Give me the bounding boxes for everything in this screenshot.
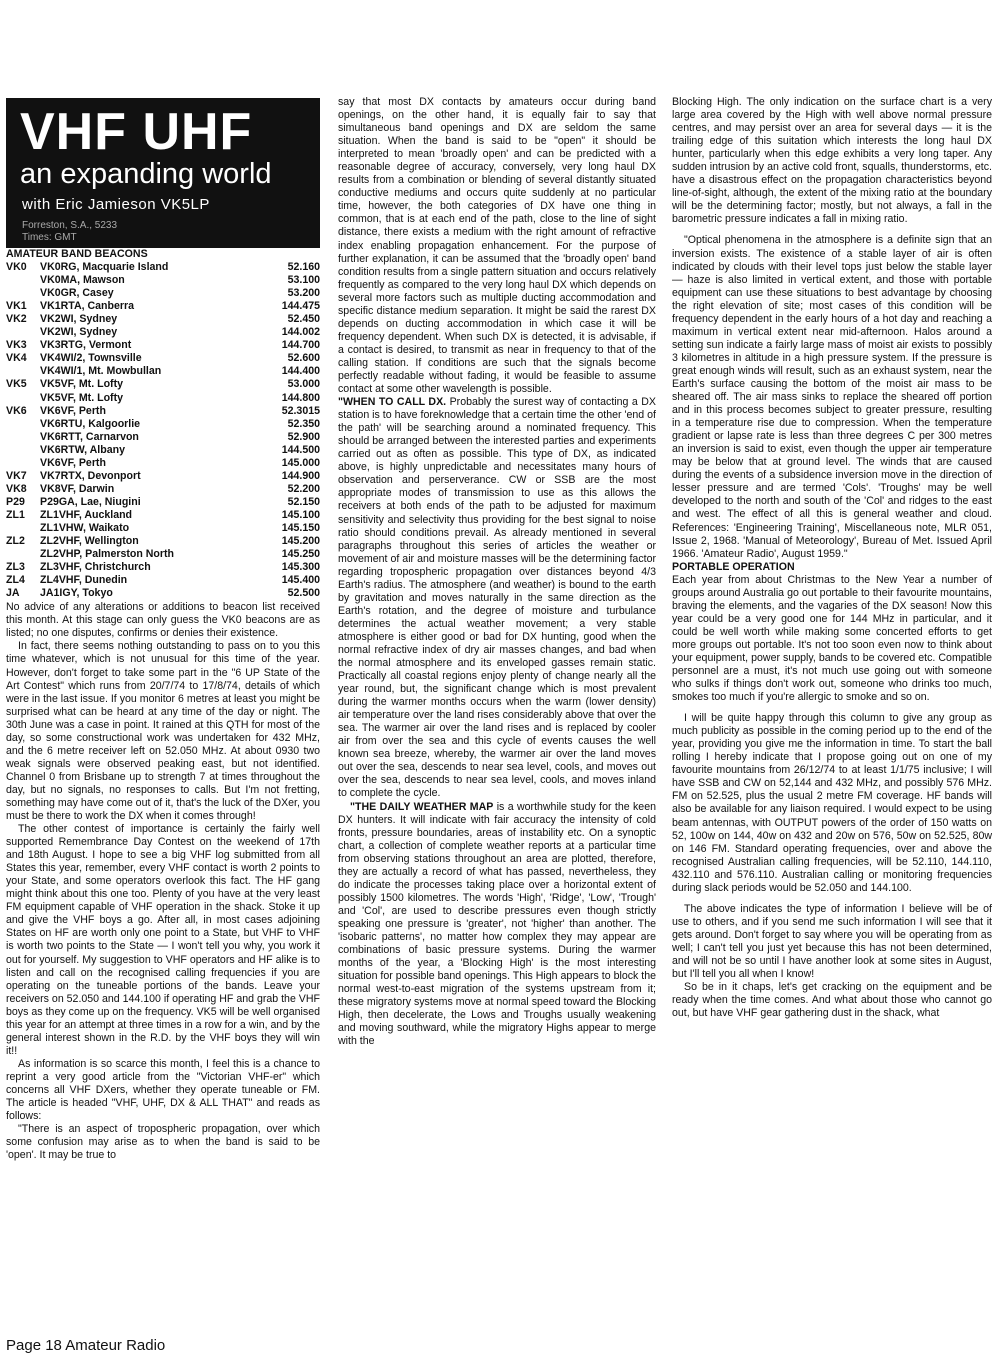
beacon-prefix	[6, 365, 40, 378]
beacon-prefix: ZL2	[6, 535, 25, 548]
paragraph: The other contest of importance is certainly the fairly well supported Remembrance Day Contest on the weekend of 17th and 18th August. I hope to see a big VHF log submitted from all States this year, remember, every VHF contact is worth 2 points to your State, and some operators overlook this fact. The HF gang might think about this one too. Plenty of you have at the very least FM equipment capable of VHF operation in the shack. Stoke it up and give the VHF boys a go. After all, in most cases adjoining States on HF are worth only one point to a State, but VHF to VHF is worth two points to the State — I won't tell you why, you work it out for yourself. My suggestion to VHF operators and HF alike is to listen and call on the recognised calling frequencies if you are operating on the tuneable portions of the bands. Leave your receivers on 52.050 and 144.100 if operating HF and grab the VHF boys as they come up on the frequency. VK5 will be well organised this year for an attempt at three times in a row for a win, and by the general interest shown in the R.D. by the VHF boys they will win it!!	[6, 823, 320, 1057]
beacon-frequency: 144.900	[281, 469, 320, 482]
paragraph: The above indicates the type of information I believe will be of use to others, and if you send me such information I will see that it gets around. Don't forget to say where you will be operating from as well; I can't tell you just yet because this has not been determined, and will not be so until I have another look at some sites in August, but I'll tell you all when I know!	[672, 902, 992, 981]
beacon-row	[6, 470, 320, 483]
beacon-station: ZL3VHF, Christchurch	[40, 561, 151, 574]
beacon-station: VK6RTU, Kalgoorlie	[40, 417, 141, 430]
paragraph: "There is an aspect of tropospheric propagation, over which some confusion may arise as to when the band is said to be 'open'. It may be true to	[6, 1123, 320, 1162]
beacon-row	[6, 261, 320, 274]
beacon-frequency: 52.900	[287, 430, 320, 443]
paragraph: Each year from about Christmas to the New Year a number of groups around Australia go out portable to their favourite mountains, braving the elements, and the vagaries of the DX season! Now this year could be a very good one for 144 MHz in particular, and it could be well worth while making some concerted efforts to get more groups out portable. It's not too soon even now to think about your equipment, power supply, bands to be covered etc. Compatible personnel are a must, it's not much use going out with someone who sulks if things don't work out, someone who drinks too much, smokes too much if you're allergic to smoke and so on.	[672, 573, 992, 704]
beacon-prefix: ZL1	[6, 508, 25, 521]
beacon-prefix: VK8	[6, 482, 27, 495]
beacon-station: VK6VF, Perth	[40, 404, 106, 417]
beacon-prefix	[6, 522, 40, 535]
address-line-1: Forreston, S.A., 5233	[22, 220, 118, 231]
beacon-prefix	[6, 431, 40, 444]
masthead	[6, 98, 320, 248]
beacon-prefix	[6, 274, 40, 287]
section-heading: "THE DAILY WEATHER MAP	[350, 800, 494, 813]
paragraph: As information is so scarce this month, I feel this is a chance to reprint a very good article from the "Victorian VHF-er" which concerns all VHF DXers, whether they operate tuneable or FM. The article is headed "VHF, UHF, DX & ALL THAT" and reads as follows:	[6, 1057, 320, 1123]
beacon-prefix	[6, 418, 40, 431]
section-heading: PORTABLE OPERATION	[672, 560, 795, 573]
beacon-prefix	[6, 548, 40, 561]
beacon-frequency: 52.350	[287, 417, 320, 430]
beacon-prefix: ZL3	[6, 561, 25, 574]
beacon-station: ZL1VHF, Auckland	[40, 508, 133, 521]
column-3	[672, 96, 992, 1020]
beacon-prefix: VK3	[6, 339, 27, 352]
beacon-frequency: 52.150	[287, 495, 320, 508]
masthead-title: VHF UHF	[20, 103, 253, 161]
beacon-frequency: 53.100	[287, 274, 320, 287]
beacon-prefix: VK7	[6, 469, 27, 482]
beacon-frequency: 53.200	[287, 287, 320, 300]
beacon-station: VK3RTG, Vermont	[40, 339, 132, 352]
beacon-prefix: JA	[6, 587, 20, 600]
beacon-row	[6, 574, 320, 587]
beacon-frequency: 52.200	[287, 482, 320, 495]
beacon-frequency: 144.475	[281, 300, 320, 313]
beacon-frequency: 145.400	[281, 574, 320, 587]
beacon-station: VK6RTT, Carnarvon	[40, 430, 139, 443]
beacon-row	[6, 548, 320, 561]
beacon-row	[6, 496, 320, 509]
beacon-station: VK2WI, Sydney	[40, 313, 118, 326]
beacon-station: VK6VF, Perth	[40, 456, 106, 469]
beacon-frequency: 145.300	[281, 561, 320, 574]
beacon-station: VK5VF, Mt. Lofty	[40, 391, 123, 404]
beacon-row	[6, 326, 320, 339]
beacon-station: JA1IGY, Tokyo	[40, 587, 113, 600]
beacon-station: VK0RG, Macquarie Island	[40, 261, 169, 274]
beacon-station: ZL1VHW, Waikato	[40, 521, 130, 534]
beacon-row	[6, 535, 320, 548]
beacon-row	[6, 287, 320, 300]
beacon-row	[6, 483, 320, 496]
beacon-row	[6, 561, 320, 574]
page-footer: Page 18 Amateur Radio	[6, 1337, 166, 1354]
beacons-heading: AMATEUR BAND BEACONS	[6, 248, 148, 260]
beacon-row	[6, 444, 320, 457]
beacon-station: VK2WI, Sydney	[40, 326, 118, 339]
beacon-prefix	[6, 444, 40, 457]
beacon-row	[6, 339, 320, 352]
beacon-frequency: 52.3015	[281, 404, 320, 417]
beacon-frequency: 144.002	[281, 326, 320, 339]
beacon-frequency: 52.160	[287, 261, 320, 274]
column-1	[6, 248, 320, 1162]
address-line-2: Times: GMT	[22, 232, 77, 243]
beacon-row	[6, 365, 320, 378]
beacon-station: ZL2VHF, Wellington	[40, 535, 139, 548]
paragraph: I will be quite happy through this column to give any group as much publicity as possible in the coming period up to the end of the year, providing you give me the information in time. To start the ball rolling I hereby indicate that I propose going out on one of my favourite mountains from 26/12/74 to at least 1/1/75 inclusive; I will have SSB and CW on 52,144 and 432 MHz, and possibly 576 MHz. FM on 52.525, plus the usual 2 metre FM coverage. HF bands will also be available for any liaison required. I would expect to be using beam antennas, with OUTPUT powers of the order of 150 watts on 52, 100w on 144, 40w on 432 and 20w on 576, 50w on 52.525, 80w on 146 FM. Standard operating frequencies, over and above the recognised Australian calling frequencies, will be 52.110, 144.110, 432.110 and 576.110. Australian calling or monitoring frequencies during slack periods would be 52.050 and 144.100.	[672, 712, 992, 894]
beacon-frequency: 145.200	[281, 535, 320, 548]
beacon-station: VK0MA, Mawson	[40, 274, 125, 287]
beacon-row	[6, 300, 320, 313]
beacon-row	[6, 457, 320, 470]
paragraph: is a worthwhile study for the keen DX hunters. It will indicate with fair accuracy the intensity of cold fronts, pressure boundaries, areas of instability etc. On a synoptic chart, a collection of complete weather reports at a particular time from observing stations throughout an area are plotted, therefore, they are actually a record of what has passed, nevertheless, they do indicate the processes taking place over a horizontal extent of possibly 1500 kilometres. The words 'High', 'Ridge', 'Low', 'Trough' and 'Col', are used to describe pressures even though strictly speaking one pressure is 'greater', not 'higher' than another. The 'isobaric patterns', no matter how complex they may appear are combinations of basic pressure systems. During the warmer months of the year, a 'Blocking High' is the most interesting situation for possible band openings. This High appears to block the normal west-to-east migration of the systems upstream from it; these migratory systems move at normal speed toward the Blocking High, then decelerate, the Lows and Troughs usually weakening and moving southward, while the migratory Highs appear to merge with the	[338, 800, 656, 1048]
beacon-station: P29GA, Lae, Niugini	[40, 495, 141, 508]
beacon-frequency: 145.150	[281, 521, 320, 534]
paragraph: So be in it chaps, let's get cracking on the equipment and be ready when the time comes. And what about those who cannot go out, but have VHF gear gathering dust in the shack, what	[672, 981, 992, 1020]
beacon-prefix: VK5	[6, 378, 27, 391]
beacon-frequency: 145.250	[281, 548, 320, 561]
beacon-frequency: 144.400	[281, 365, 320, 378]
beacon-prefix: P29	[6, 495, 25, 508]
beacon-frequency: 144.800	[281, 391, 320, 404]
beacon-frequency: 53.000	[287, 378, 320, 391]
beacon-row	[6, 431, 320, 444]
beacon-table	[6, 261, 320, 600]
beacon-prefix: VK2	[6, 313, 27, 326]
masthead-address	[22, 220, 117, 244]
beacon-frequency: 144.500	[281, 443, 320, 456]
beacon-prefix	[6, 457, 40, 470]
beacon-row	[6, 418, 320, 431]
beacon-station: VK4WI/2, Townsville	[40, 352, 142, 365]
beacon-station: VK1RTA, Canberra	[40, 300, 134, 313]
paragraph: say that most DX contacts by amateurs occur during band openings, on the other hand, it is equally fair to say that simultaneous band openings and DX are seldom the same situation. When the band is said to be "open" it should be interpreted to mean 'broadly open' and can be predicted with a reasonable degree of accuracy, conversely, very long haul DX results from a combination or blending of several distantly situated conductive mediums and occurs quite suddenly at no particular time, however, the both categories of DX have one thing in common, that is at each end of the path, close to the line of sight distance, there exists a medium with the right amount of refractive index enabling propagation enhancement. For the purpose of further explanation, it can be assumed that the 'broadly open' band condition results from a single pattern situation and occurs relatively frequently as compared to the very long haul DX which depends on several more factors such as multiple ducting accommodation and specific distance medium separation. It might be said the rarest DX depends on ducting accommodation in which case it will be frequency dependent. When such DX is detected, it is advisable, if a contact is desired, to transmit as near in frequency to that of the calling station. If conditions are such that the signals become perfectly readable without fading, it would be feasible to assume contact at some other wavelength is possible.	[338, 96, 656, 396]
beacon-station: VK7RTX, Devonport	[40, 469, 141, 482]
beacon-row	[6, 392, 320, 405]
beacon-row	[6, 587, 320, 600]
beacon-frequency: 145.100	[281, 508, 320, 521]
paragraph: Probably the surest way of contacting a DX station is to have foreknowledge that a certain time the other 'end of the path' will be searching around a nominated frequency. This should be arranged between the interested parties and experiments carried out as often as possible. This type of DX, as indicated above, is highly unpredictable and necessitates many hours of observation and perserverance. CW or SSB are the most appropriate modes of transmission to use as this allows the receivers at both ends of the path to be adjusted for maximum sensitivity and selectivity thus providing for the best signal to noise ratio should conditions prevail. As already mentioned in several paragraphs throughout this series of articles the weather or movement of air and moisture masses will be the determining factor regarding tropospheric propagation over distances beyond 4/3 Earth's radius. The atmosphere (and weather) is bound to the earth by gravitation and moves naturally in the same direction as the Earth's rotation, and the degree of moisture and turbulance determines the actual weather movement; a very stable atmosphere is either good or bad for DX hunting, good when the normal refractive index of dry air masses changes, and bad when the normal atmosphere and its enveloped gasses remain static. Practically all coastal regions enjoy plenty of change nearly all the year round, but, the significant change which is most prevalent during the warmer months occurs when the warm (lower density) air temperature over the land rises considerably above that over the sea. The warmer air over the land rises and is replaced by cooler air from over the sea and this cycle of events causes the well known sea breeze, whereby, the warmer air over the land moves out over the sea, descends to near sea level, cools, and moves out over the sea, descends to near sea level, cools, and moves inland to complete the cycle.	[338, 396, 656, 800]
beacon-frequency: 52.600	[287, 352, 320, 365]
paragraph: "Optical phenomena in the atmosphere is a definite sign that an inversion exists. The existence of a stable layer of air is often indicated by clouds with their level tops just below the stable layer — haze is also limited in vertical extent, and those with portable equipment can use these situations to best advantage by choosing the right elevation of site; most cases of this condition will be frequency dependent in the early hours of a hot day and reaching a maximum in vertical extent near mid-afternoon. Halos around a setting sun indicate a fairly large mass of moist air exists to possibly 3 kilometres in altitude in a high pressure system. If the pressure is great enough winds will result, such as an exhaust system, near the Earth's surface causing the bottom of the moist air mass to be sheared off. The air mass sinks to replace the sheared off portion and in this process becomes subject to greater pressure, resulting in a temperature rise due to compression. When the temperature gradient or lapse rate is less than three degrees C per 300 metres an inversion is said to exist, even though the upper air temperature may be below that at ground level. The winds that are caused during the events of a subsidence inversion move in the direction of lesser pressure and are termed 'Cols'. 'Troughs' may be well developed to the north and south of the 'Col' and ridges to the east and west. The effect of all this is general weather and cloud. References: 'Engineering Training', Miscellaneous note, MLR 051, Issue 2, 1968. 'Manual of Meteorology', Bureau of Met. Issued April 1966. 'Amateur Radio', August 1959."	[672, 234, 992, 560]
beacon-station: VK0GR, Casey	[40, 287, 114, 300]
paragraph: No advice of any alterations or additions to beacon list received this month. At this stage can only guess the VK0 beacons are as listed; no one disputes, confirms or denies their existence.	[6, 601, 320, 640]
section-heading: "WHEN TO CALL DX.	[338, 396, 447, 409]
beacon-row	[6, 509, 320, 522]
beacon-station: ZL4VHF, Dunedin	[40, 574, 128, 587]
beacon-row	[6, 405, 320, 418]
beacon-frequency: 52.500	[287, 587, 320, 600]
beacon-row	[6, 274, 320, 287]
beacon-station: VK5VF, Mt. Lofty	[40, 378, 123, 391]
beacon-prefix	[6, 392, 40, 405]
beacon-prefix: VK1	[6, 300, 27, 313]
beacon-row	[6, 313, 320, 326]
beacon-station: VK6RTW, Albany	[40, 443, 125, 456]
beacon-station: VK8VF, Darwin	[40, 482, 115, 495]
beacon-station: ZL2VHP, Palmerston North	[40, 548, 175, 561]
masthead-subtitle: an expanding world	[20, 158, 272, 190]
beacon-row	[6, 378, 320, 391]
beacon-prefix: VK4	[6, 352, 27, 365]
beacon-prefix	[6, 326, 40, 339]
column-2	[338, 96, 656, 1048]
beacon-frequency: 145.000	[281, 456, 320, 469]
beacon-prefix: VK6	[6, 404, 27, 417]
paragraph: Blocking High. The only indication on the surface chart is a very large area covered by the High with well above normal pressure centres, and may persist over an area for several days — it is the trailing edge of this suitation which interests the long haul DX hunter, particularly when this edge exhibits a very long taper. Any sudden intrusion by an active cold front, squalls, thunderstorms, etc. have a disastrous effect on the propagation characteristics beyond line-of-sight, although, the extent of the mixing ratio at the boundary will be the determining factor; mostly, but not always, a fall in the barometric pressure indicates a fall in mixing ratio.	[672, 96, 992, 226]
beacon-prefix: ZL4	[6, 574, 25, 587]
beacon-prefix	[6, 287, 40, 300]
beacon-prefix: VK0	[6, 261, 27, 274]
beacon-frequency: 52.450	[287, 313, 320, 326]
beacon-station: VK4WI/1, Mt. Mowbullan	[40, 365, 162, 378]
paragraph: In fact, there seems nothing outstanding to pass on to you this time whatever, which is not unusual for this time of the year. However, don't forget to take some part in the "6 UP State of the Art Contest" which runs from 20/7/74 to 17/8/74, details of which were in the last issue. If you monitor 6 metres at least you might be surprised what can be heard at any time of the day or night. The 30th June was a case in point. It rained at this QTH for most of the day, so some constructional work was undertaken for 432 MHz, and the 6 metre receiver left on 52.050 MHz. At about 0930 two weak signals were observed peaking east, but not identified. Channel 0 from Brisbane up to strength 7 at times throughout the day, but no signals, no responses to calls. But I'm not fretting, something may have come out of it, that's the luck of the DXer, you must be there to work the DX when it comes through!	[6, 640, 320, 823]
beacon-row	[6, 352, 320, 365]
beacon-row	[6, 522, 320, 535]
beacon-frequency: 144.700	[281, 339, 320, 352]
masthead-author: with Eric Jamieson VK5LP	[22, 196, 210, 213]
